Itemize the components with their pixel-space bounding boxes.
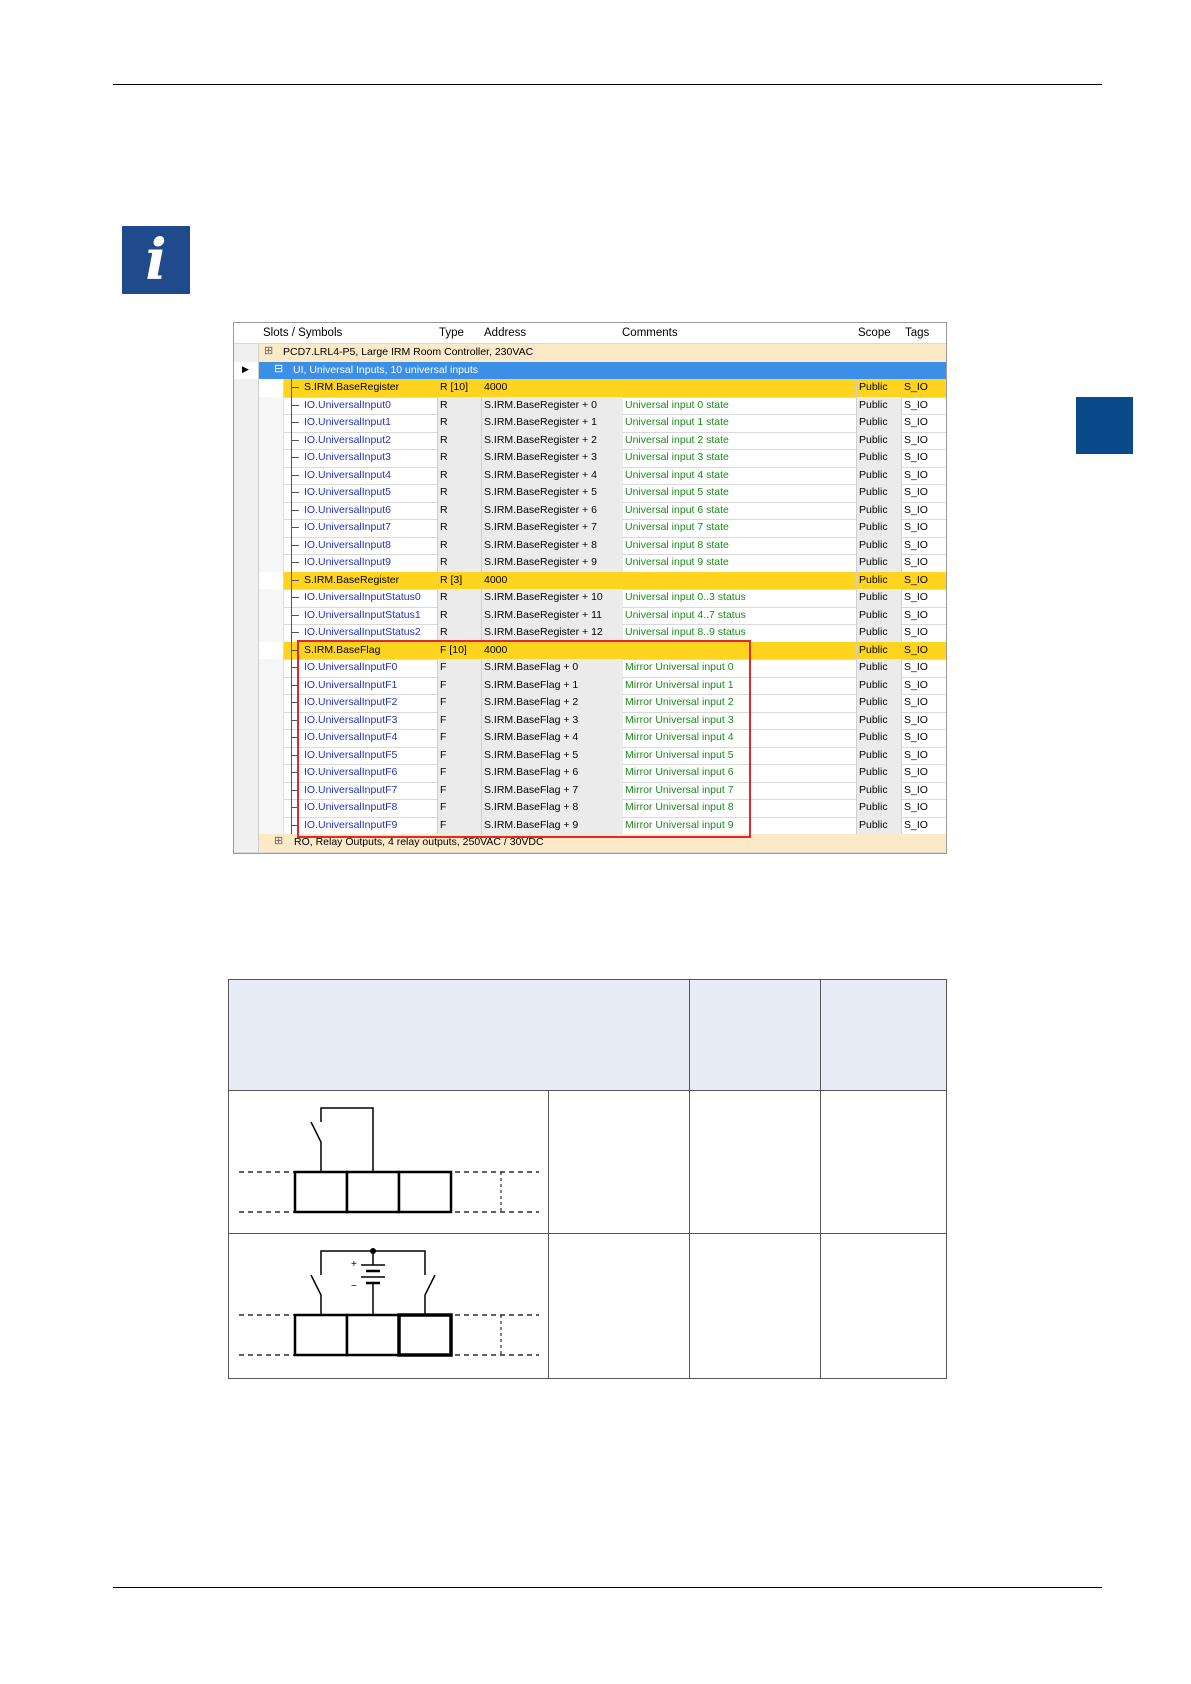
row-selector[interactable] (234, 694, 259, 712)
row-selector[interactable] (234, 817, 259, 835)
symbol-type[interactable]: R (440, 398, 448, 411)
symbol-scope[interactable]: Public (859, 661, 888, 673)
row-indent (259, 782, 284, 800)
row-selector[interactable] (234, 764, 259, 782)
header-scope[interactable]: Scope (858, 327, 891, 339)
table-row[interactable] (234, 484, 946, 503)
wiring-table (228, 979, 947, 1379)
row-selector[interactable] (234, 467, 259, 485)
symbol-scope[interactable]: Public (859, 416, 888, 428)
row-selector[interactable] (234, 537, 259, 555)
row-selector[interactable] (234, 659, 259, 677)
header-slots-symbols[interactable]: Slots / Symbols (263, 327, 343, 339)
symbol-name[interactable]: IO.UniversalInputF9 (304, 818, 398, 831)
row-indent (259, 554, 284, 572)
wiring-diagram-switch (239, 1100, 539, 1230)
symbol-name[interactable]: IO.UniversalInputStatus0 (304, 591, 421, 603)
symbol-name[interactable]: IO.UniversalInputStatus1 (304, 608, 421, 621)
tree-connector (291, 580, 299, 581)
bottom-rule (113, 1587, 1102, 1588)
symbol-tags[interactable]: S_IO (904, 626, 928, 638)
symbol-scope[interactable]: Public (859, 591, 888, 603)
symbol-comment[interactable]: Universal input 1 state (625, 416, 729, 428)
symbol-address[interactable]: S.IRM.BaseFlag + 6 (484, 766, 579, 778)
grid-header (234, 323, 946, 344)
symbol-scope[interactable]: Public (859, 783, 888, 796)
row-indent (259, 799, 284, 817)
symbol-comment[interactable]: Mirror Universal input 4 (625, 731, 734, 743)
symbol-type[interactable]: F (440, 678, 447, 691)
symbol-address[interactable]: S.IRM.BaseRegister + 1 (484, 416, 597, 428)
symbol-name[interactable]: IO.UniversalInput3 (304, 451, 391, 463)
wiring-table-header (229, 980, 946, 1091)
symbol-name[interactable]: IO.UniversalInput8 (304, 538, 391, 551)
tree-connector (291, 597, 299, 598)
symbol-scope[interactable]: Public (859, 398, 888, 411)
symbol-comment[interactable]: Mirror Universal input 2 (625, 696, 734, 708)
symbol-name[interactable]: S.IRM.BaseRegister (304, 381, 400, 393)
symbol-address[interactable]: S.IRM.BaseFlag + 2 (484, 696, 579, 708)
wiring-diagram-battery (239, 1243, 539, 1373)
row-indent (259, 677, 284, 695)
row-selector[interactable] (234, 624, 259, 642)
slot-name[interactable]: UI, Universal Inputs, 10 universal inputs (293, 363, 479, 376)
tree-connector (291, 405, 299, 406)
symbol-type[interactable]: F (440, 818, 447, 831)
symbol-name[interactable]: IO.UniversalInput0 (304, 398, 391, 411)
tree-connector (291, 632, 299, 633)
row-selector[interactable] (234, 414, 259, 432)
expand-icon[interactable]: ⊞ (274, 835, 284, 847)
tree-connector (291, 615, 299, 616)
tree-connector (291, 545, 299, 546)
row-selector[interactable] (234, 642, 259, 660)
symbol-scope[interactable]: Public (859, 381, 888, 393)
row-indent (259, 747, 284, 765)
symbol-address[interactable]: S.IRM.BaseFlag + 1 (484, 678, 579, 691)
table-row[interactable] (234, 607, 946, 626)
table-row[interactable] (234, 467, 946, 486)
symbol-scope[interactable]: Public (859, 713, 888, 726)
symbol-comment[interactable]: Universal input 3 state (625, 451, 729, 463)
symbol-comment[interactable]: Universal input 4..7 status (625, 608, 746, 621)
symbol-scope[interactable]: Public (859, 748, 888, 761)
info-icon: i (122, 226, 190, 294)
symbol-type[interactable]: F (440, 766, 447, 778)
row-selector[interactable] (234, 799, 259, 817)
table-row[interactable] (234, 572, 946, 591)
symbol-address[interactable]: S.IRM.BaseRegister + 5 (484, 486, 597, 498)
symbol-tags[interactable]: S_IO (904, 696, 928, 708)
symbol-comment[interactable]: Mirror Universal input 8 (625, 801, 734, 813)
symbol-tags[interactable]: S_IO (904, 643, 928, 656)
symbol-address[interactable]: 4000 (484, 643, 508, 656)
symbol-address[interactable]: S.IRM.BaseRegister + 6 (484, 503, 597, 516)
row-selector[interactable] (234, 589, 259, 607)
row-indent (259, 484, 284, 502)
table-row[interactable] (234, 537, 946, 556)
tree-connector (291, 422, 299, 423)
row-indent (259, 414, 284, 432)
symbol-address[interactable]: 4000 (484, 381, 508, 393)
tree-connector (291, 527, 299, 528)
row-indent (259, 467, 284, 485)
symbol-name[interactable]: S.IRM.BaseRegister (304, 573, 400, 586)
row-selector[interactable] (234, 607, 259, 625)
symbol-scope[interactable]: Public (859, 556, 888, 568)
symbol-tags[interactable]: S_IO (904, 748, 928, 761)
symbol-tags[interactable]: S_IO (904, 503, 928, 516)
table-row[interactable] (234, 397, 946, 416)
slot-name[interactable]: RO, Relay Outputs, 4 relay outputs, 250VAC / 30VDC (294, 836, 544, 848)
symbol-comment[interactable]: Universal input 8 state (625, 538, 729, 551)
row-indent (259, 502, 284, 520)
symbol-address[interactable]: S.IRM.BaseRegister + 9 (484, 556, 597, 568)
symbol-tags[interactable]: S_IO (904, 486, 928, 498)
symbol-tags[interactable]: S_IO (904, 573, 928, 586)
symbol-comment[interactable]: Universal input 6 state (625, 503, 729, 516)
slot-name[interactable]: PCD7.LRL4-P5, Large IRM Room Controller, 230VAC (283, 346, 534, 358)
row-indent (259, 449, 284, 467)
symbol-type[interactable]: R (440, 451, 448, 463)
row-selector[interactable] (234, 729, 259, 747)
symbol-tags[interactable]: S_IO (904, 381, 928, 393)
symbol-name[interactable]: IO.UniversalInput4 (304, 468, 391, 481)
symbol-tags[interactable]: S_IO (904, 608, 928, 621)
row-selector[interactable] (234, 484, 259, 502)
symbol-name[interactable]: IO.UniversalInputF6 (304, 766, 398, 778)
row-selector[interactable] (234, 747, 259, 765)
symbol-tags[interactable]: S_IO (904, 783, 928, 796)
symbol-name[interactable]: IO.UniversalInputF0 (304, 661, 398, 673)
row-selector[interactable] (234, 502, 259, 520)
row-selector[interactable] (234, 572, 259, 590)
symbol-tags[interactable]: S_IO (904, 538, 928, 551)
row-indent (259, 817, 284, 835)
row-indent (259, 694, 284, 712)
row-indent (259, 379, 284, 397)
symbol-tags[interactable]: S_IO (904, 731, 928, 743)
symbol-type[interactable]: R (440, 521, 448, 533)
symbol-type[interactable]: F (440, 713, 447, 726)
top-rule (113, 84, 1102, 85)
symbol-name[interactable]: IO.UniversalInputF1 (304, 678, 398, 691)
row-selector[interactable] (234, 677, 259, 695)
col-divider (548, 1090, 549, 1378)
symbol-type[interactable]: R (440, 608, 448, 621)
row-indent (259, 659, 284, 677)
tree-connector (291, 492, 299, 493)
chapter-tab[interactable] (1076, 397, 1133, 454)
col-divider (689, 980, 690, 1378)
row-selector[interactable] (234, 712, 259, 730)
symbol-type[interactable]: R (440, 416, 448, 428)
row-indent (259, 397, 284, 415)
row-selector[interactable] (234, 344, 259, 362)
symbol-scope[interactable]: Public (859, 643, 888, 656)
symbol-scope[interactable]: Public (859, 818, 888, 831)
symbol-scope[interactable]: Public (859, 801, 888, 813)
header-address[interactable]: Address (484, 327, 527, 339)
symbol-comment[interactable]: Universal input 5 state (625, 486, 729, 498)
symbol-scope[interactable]: Public (859, 573, 888, 586)
symbol-scope[interactable]: Public (859, 486, 888, 498)
symbol-scope[interactable]: Public (859, 433, 888, 446)
symbol-tags[interactable]: S_IO (904, 801, 928, 813)
symbol-type[interactable]: R (440, 556, 448, 568)
row-indent (259, 519, 284, 537)
symbol-address[interactable]: 4000 (484, 573, 508, 586)
symbol-address[interactable]: S.IRM.BaseFlag + 7 (484, 783, 579, 796)
symbol-address[interactable]: S.IRM.BaseRegister + 2 (484, 433, 597, 446)
symbol-scope[interactable]: Public (859, 521, 888, 533)
symbol-address[interactable]: S.IRM.BaseRegister + 10 (484, 591, 603, 603)
symbol-scope[interactable]: Public (859, 538, 888, 551)
symbol-address[interactable]: S.IRM.BaseFlag + 4 (484, 731, 579, 743)
tree-connector (291, 562, 299, 563)
symbol-comment[interactable]: Mirror Universal input 9 (625, 818, 734, 831)
row-indent (259, 642, 284, 660)
symbol-comment[interactable]: Universal input 4 state (625, 468, 729, 481)
header-tags[interactable]: Tags (905, 327, 930, 339)
row-selector[interactable] (234, 834, 259, 852)
symbol-name[interactable]: IO.UniversalInputF4 (304, 731, 398, 743)
row-divider (229, 1233, 946, 1234)
symbol-tags[interactable]: S_IO (904, 416, 928, 428)
table-row[interactable] (234, 414, 946, 433)
symbol-type[interactable]: R (440, 468, 448, 481)
symbol-address[interactable]: S.IRM.BaseFlag + 3 (484, 713, 579, 726)
row-selector[interactable] (234, 782, 259, 800)
tree-connector (291, 475, 299, 476)
symbol-tags[interactable]: S_IO (904, 556, 928, 568)
table-row[interactable] (234, 432, 946, 451)
battery-plus: + (351, 1259, 357, 1270)
symbol-type[interactable]: R (440, 591, 448, 603)
symbol-type[interactable]: F (440, 661, 447, 673)
symbol-name[interactable]: IO.UniversalInput1 (304, 416, 391, 428)
tree-connector (291, 440, 299, 441)
current-row-icon: ▶ (242, 363, 249, 374)
collapse-icon[interactable]: ⊟ (274, 362, 284, 375)
tree-line (291, 379, 292, 834)
symbol-address[interactable]: S.IRM.BaseRegister + 8 (484, 538, 597, 551)
table-row[interactable] (234, 344, 946, 363)
row-indent (259, 589, 284, 607)
symbol-comment[interactable]: Universal input 0 state (625, 398, 729, 411)
symbol-tags[interactable]: S_IO (904, 713, 928, 726)
symbol-scope[interactable]: Public (859, 608, 888, 621)
symbol-address[interactable]: S.IRM.BaseRegister + 0 (484, 398, 597, 411)
symbol-tags[interactable]: S_IO (904, 818, 928, 831)
symbol-tags[interactable]: S_IO (904, 468, 928, 481)
symbol-comment[interactable]: Mirror Universal input 6 (625, 766, 734, 778)
symbol-type[interactable]: R [10] (440, 381, 469, 393)
symbol-type[interactable]: F [10] (440, 643, 467, 656)
symbol-address[interactable]: S.IRM.BaseFlag + 0 (484, 661, 579, 673)
symbol-address[interactable]: S.IRM.BaseRegister + 3 (484, 451, 597, 463)
symbol-scope[interactable]: Public (859, 766, 888, 778)
row-selector[interactable] (234, 449, 259, 467)
symbol-comment[interactable]: Mirror Universal input 3 (625, 713, 734, 726)
symbol-tags[interactable]: S_IO (904, 678, 928, 691)
highlight-box (297, 640, 751, 838)
symbol-scope[interactable]: Public (859, 503, 888, 516)
symbol-name[interactable]: IO.UniversalInput7 (304, 521, 391, 533)
row-selector[interactable] (234, 432, 259, 450)
symbol-type[interactable]: R (440, 538, 448, 551)
symbol-type[interactable]: R (440, 486, 448, 498)
symbol-comment[interactable]: Universal input 0..3 status (625, 591, 746, 603)
symbol-comment[interactable]: Mirror Universal input 0 (625, 661, 734, 673)
tree-connector (291, 510, 299, 511)
symbol-scope[interactable]: Public (859, 696, 888, 708)
symbol-type[interactable]: F (440, 731, 447, 743)
expand-icon[interactable]: ⊞ (264, 345, 274, 357)
row-selector[interactable] (234, 397, 259, 415)
table-row[interactable] (234, 554, 946, 573)
row-indent (259, 729, 284, 747)
row-indent (259, 572, 284, 590)
row-indent (259, 537, 284, 555)
symbol-type[interactable]: R (440, 626, 448, 638)
symbol-address[interactable]: S.IRM.BaseRegister + 11 (484, 608, 602, 621)
symbol-name[interactable]: IO.UniversalInput6 (304, 503, 391, 516)
symbol-comment[interactable]: Universal input 8..9 status (625, 626, 746, 638)
symbol-comment[interactable]: Mirror Universal input 7 (625, 783, 734, 796)
symbol-comment[interactable]: Mirror Universal input 1 (625, 678, 734, 691)
table-row[interactable] (234, 502, 946, 521)
row-indent (259, 624, 284, 642)
symbol-address[interactable]: S.IRM.BaseRegister + 12 (484, 626, 603, 638)
symbol-type[interactable]: F (440, 783, 447, 796)
symbol-address[interactable]: S.IRM.BaseFlag + 8 (484, 801, 579, 813)
symbol-comment[interactable]: Mirror Universal input 5 (625, 748, 734, 761)
table-row[interactable] (234, 449, 946, 468)
symbol-scope[interactable]: Public (859, 451, 888, 463)
symbol-name[interactable]: IO.UniversalInputF5 (304, 748, 398, 761)
col-divider (820, 980, 821, 1378)
symbol-tags[interactable]: S_IO (904, 766, 928, 778)
symbol-name[interactable]: IO.UniversalInput9 (304, 556, 391, 568)
row-selector[interactable] (234, 362, 259, 380)
symbol-scope[interactable]: Public (859, 626, 888, 638)
symbol-comment[interactable]: Universal input 2 state (625, 433, 729, 446)
tree-connector (291, 387, 299, 388)
row-indent (259, 764, 284, 782)
row-indent (259, 607, 284, 625)
symbol-tags[interactable]: S_IO (904, 398, 928, 411)
symbol-scope[interactable]: Public (859, 678, 888, 691)
symbol-address[interactable]: S.IRM.BaseFlag + 5 (484, 748, 579, 761)
symbol-name[interactable]: IO.UniversalInputF7 (304, 783, 398, 796)
symbol-name[interactable]: IO.UniversalInputF8 (304, 801, 398, 813)
symbol-name[interactable]: IO.UniversalInputStatus2 (304, 626, 421, 638)
symbol-address[interactable]: S.IRM.BaseFlag + 9 (484, 818, 579, 831)
symbol-tags[interactable]: S_IO (904, 433, 928, 446)
symbol-name[interactable]: IO.UniversalInput2 (304, 433, 391, 446)
row-selector[interactable] (234, 554, 259, 572)
symbol-tags[interactable]: S_IO (904, 521, 928, 533)
symbol-scope[interactable]: Public (859, 731, 888, 743)
table-row[interactable] (234, 589, 946, 608)
symbol-address[interactable]: S.IRM.BaseRegister + 4 (484, 468, 597, 481)
row-indent (259, 432, 284, 450)
symbol-type[interactable]: R (440, 433, 448, 446)
symbol-name[interactable]: IO.UniversalInput5 (304, 486, 391, 498)
symbol-name[interactable]: IO.UniversalInputF3 (304, 713, 398, 726)
row-indent (259, 712, 284, 730)
symbol-address[interactable]: S.IRM.BaseRegister + 7 (484, 521, 597, 533)
symbol-tags[interactable]: S_IO (904, 661, 928, 673)
symbol-type[interactable]: R [3] (440, 573, 463, 586)
symbol-scope[interactable]: Public (859, 468, 888, 481)
symbol-type[interactable]: F (440, 748, 447, 761)
symbol-type[interactable]: F (440, 696, 447, 708)
symbol-tags[interactable]: S_IO (904, 451, 928, 463)
table-row[interactable] (234, 362, 946, 381)
tree-connector (291, 457, 299, 458)
table-row[interactable] (234, 519, 946, 538)
symbol-tags[interactable]: S_IO (904, 591, 928, 603)
symbol-comment[interactable]: Universal input 7 state (625, 521, 729, 533)
row-selector[interactable] (234, 519, 259, 537)
header-type[interactable]: Type (439, 327, 464, 339)
symbol-name[interactable]: S.IRM.BaseFlag (304, 643, 381, 656)
row-selector[interactable] (234, 379, 259, 397)
table-row[interactable] (234, 379, 946, 398)
symbol-type[interactable]: R (440, 503, 448, 516)
symbol-name[interactable]: IO.UniversalInputF2 (304, 696, 398, 708)
header-comments[interactable]: Comments (622, 327, 678, 339)
symbol-comment[interactable]: Universal input 9 state (625, 556, 729, 568)
symbol-type[interactable]: F (440, 801, 447, 813)
battery-minus: − (351, 1281, 357, 1292)
